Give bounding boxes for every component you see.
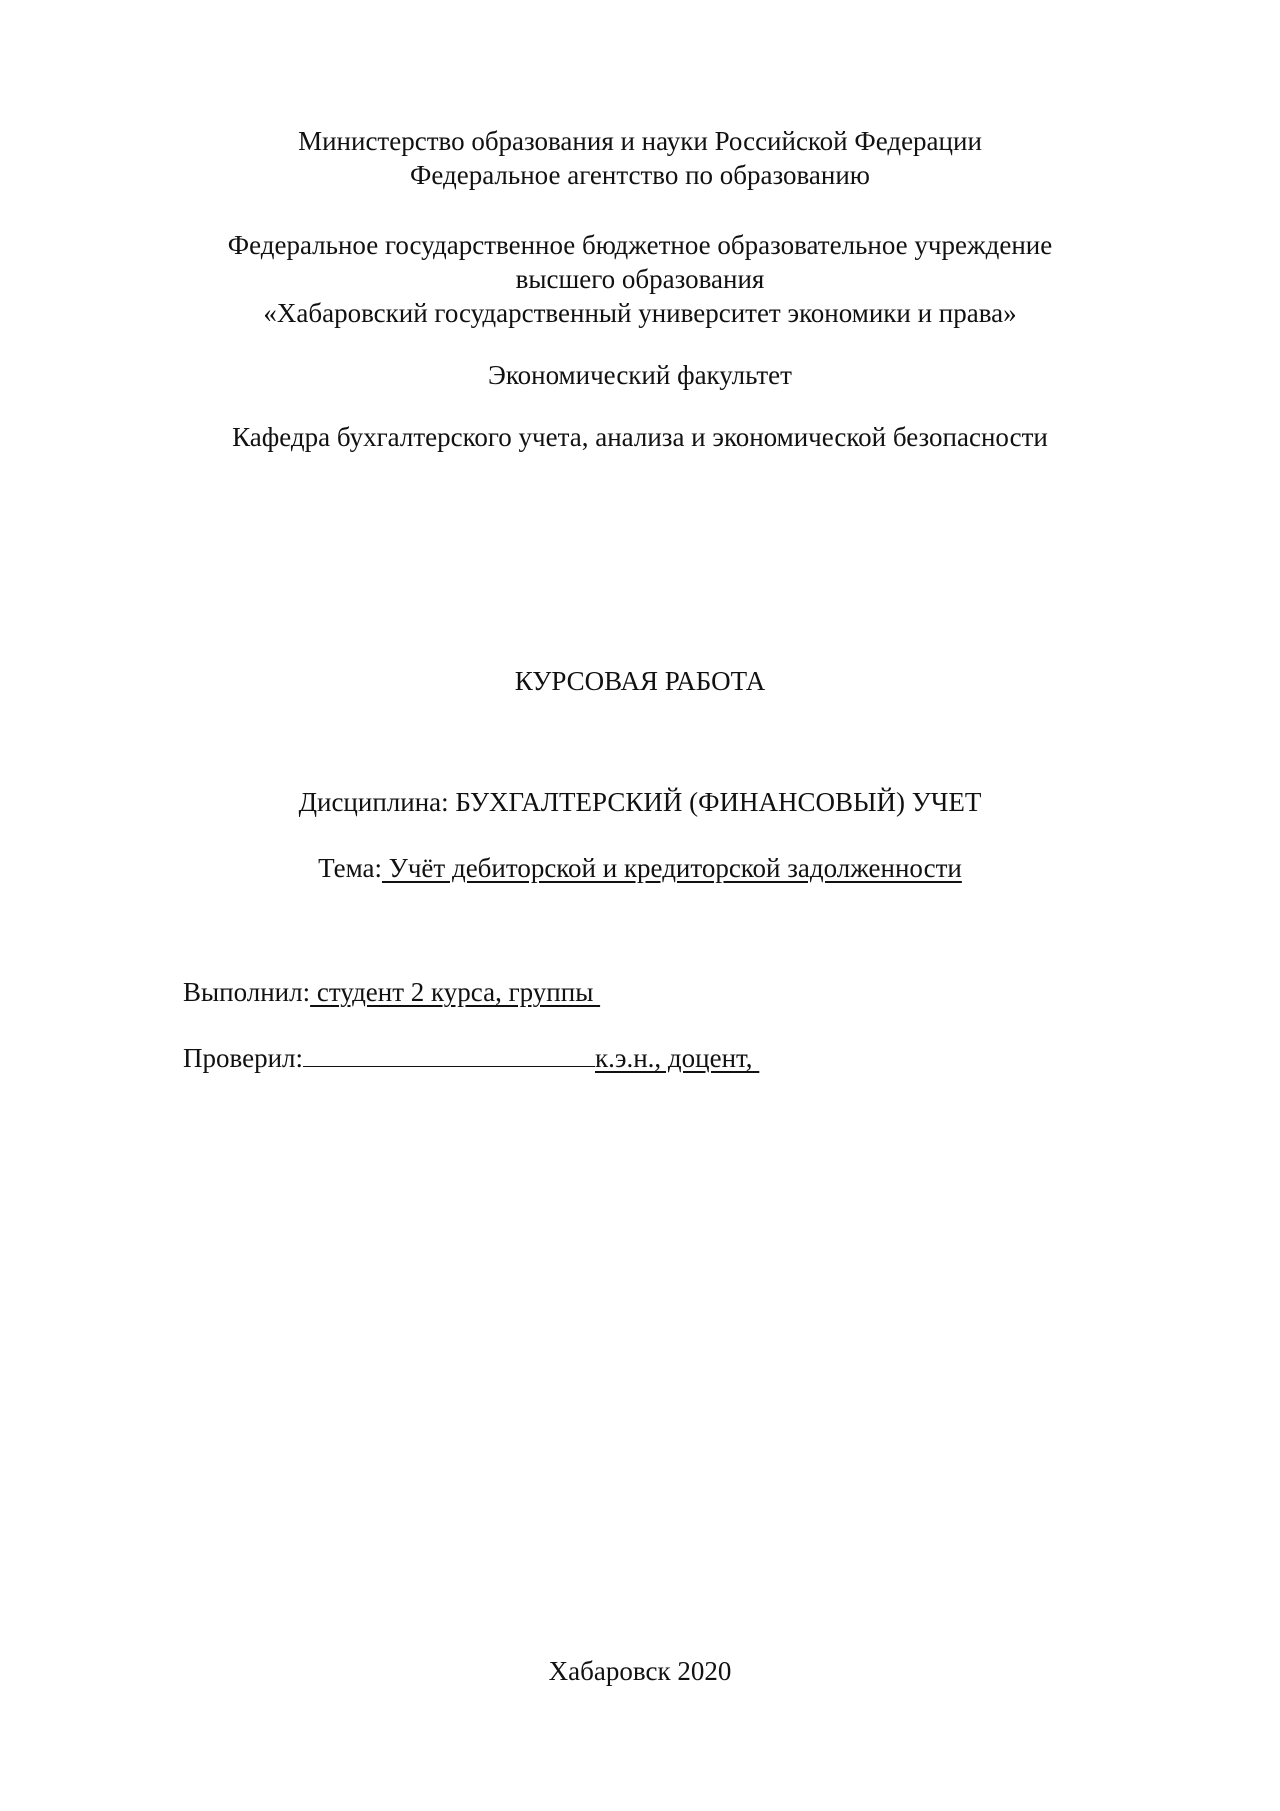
topic-label: Тема: — [318, 853, 382, 883]
work-type-title: КУРСОВАЯ РАБОТА — [514, 666, 766, 696]
checked-by-blank-underline — [303, 1038, 595, 1067]
checked-by-label: Проверил: — [183, 1043, 303, 1073]
institution-line-2: высшего образования — [515, 264, 765, 294]
checked-by-value: к.э.н., доцент, — [595, 1043, 760, 1073]
discipline-line — [0, 785, 1280, 819]
discipline-label: Дисциплина: — [298, 787, 456, 817]
institution-line-1: Федеральное государственное бюджетное образовательное учреждение — [227, 230, 1053, 260]
ministry-line: Министерство образования и науки Российской Федерации — [298, 126, 982, 156]
performed-by-label: Выполнил: — [183, 977, 311, 1007]
performed-by-line — [183, 975, 600, 1009]
faculty-name: Экономический факультет — [488, 360, 792, 390]
checked-by-line — [183, 1038, 759, 1075]
discipline-value: БУХГАЛТЕРСКИЙ (ФИНАНСОВЫЙ) УЧЕТ — [455, 787, 982, 817]
topic-value: Учёт дебиторской и кредиторской задолженности — [381, 853, 962, 883]
department-name: Кафедра бухгалтерского учета, анализа и экономической безопасности — [232, 422, 1048, 452]
performed-by-value: студент 2 курса, группы — [310, 977, 601, 1007]
university-name: «Хабаровский государственный университет экономики и права» — [263, 298, 1017, 328]
topic-line — [0, 851, 1280, 885]
agency-line: Федеральное агентство по образованию — [410, 160, 870, 190]
city-year: Хабаровск 2020 — [548, 1656, 732, 1686]
